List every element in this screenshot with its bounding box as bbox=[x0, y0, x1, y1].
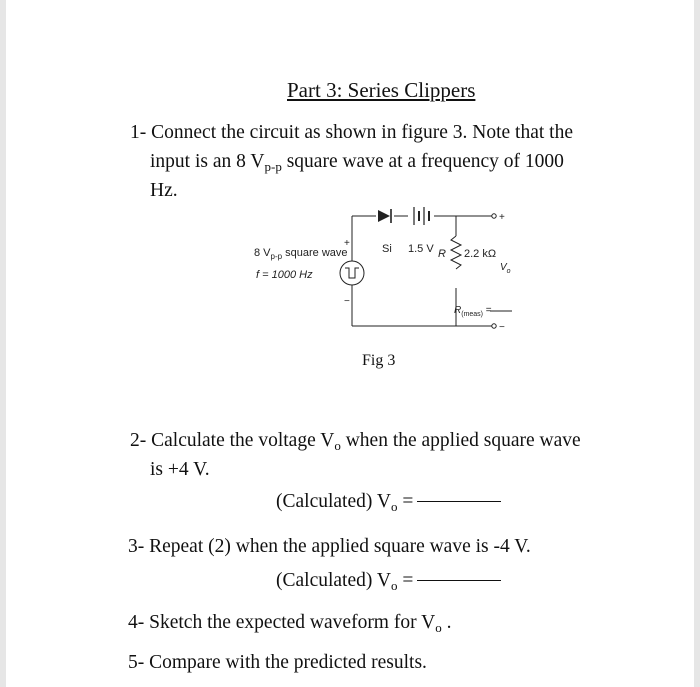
figure-caption: Fig 3 bbox=[362, 352, 396, 369]
resistor-value: 2.2 kΩ bbox=[464, 248, 497, 260]
step-2-line-1-pre: Calculate the voltage V bbox=[151, 430, 335, 451]
step-1-line-3: Hz. bbox=[150, 180, 178, 201]
step-3: 3- Repeat (2) when the applied square wave is -4 V. bbox=[128, 536, 531, 557]
step-4 bbox=[128, 608, 451, 642]
step-1-number: 1- bbox=[130, 122, 147, 143]
step-4-subscript: o bbox=[435, 620, 442, 635]
source-plus: + bbox=[344, 238, 350, 249]
calc-2-subscript: o bbox=[390, 578, 398, 593]
step-4-text: 4- Sketch the expected waveform for V bbox=[128, 612, 436, 633]
calc-1-blank bbox=[417, 501, 501, 502]
output-minus: − bbox=[499, 322, 505, 333]
vo-subscript: o bbox=[334, 438, 341, 453]
output-terminal-plus bbox=[492, 214, 496, 218]
source-label-line-2: f = 1000 Hz bbox=[256, 269, 313, 281]
resistor-symbol bbox=[451, 236, 461, 269]
battery-label: 1.5 V bbox=[408, 243, 434, 255]
calculated-vo-line-1 bbox=[276, 491, 501, 515]
circuit-figure bbox=[248, 200, 528, 350]
calc-2-blank bbox=[417, 580, 501, 581]
step-5 bbox=[128, 648, 427, 677]
page-title: Part 3: Series Clippers bbox=[287, 78, 476, 102]
output-plus: + bbox=[499, 212, 505, 223]
right-frame-edge bbox=[694, 0, 700, 687]
si-diode bbox=[376, 208, 394, 224]
step-2-number: 2- bbox=[130, 430, 147, 451]
calculated-vo-line-2 bbox=[276, 570, 501, 594]
step-1-line-1: Connect the circuit as shown in figure 3. Note that the bbox=[151, 122, 573, 143]
step-1-line-2-post: square wave at a frequency of 1000 bbox=[281, 151, 564, 172]
calc-1-equals: = bbox=[397, 491, 414, 512]
resistor-label: R bbox=[438, 248, 446, 260]
step-1 bbox=[130, 118, 573, 147]
calc-1-subscript: o bbox=[390, 499, 398, 514]
vpp-subscript: p-p bbox=[264, 159, 282, 174]
output-terminal-minus bbox=[492, 324, 496, 328]
step-5-text: Compare with the predicted results. bbox=[149, 652, 427, 673]
left-frame-edge bbox=[0, 0, 6, 687]
step-4-period: . bbox=[441, 612, 452, 633]
step-2-line-1-post: when the applied square wave bbox=[340, 430, 581, 451]
calc-2-equals: = bbox=[397, 570, 414, 591]
meter-label: $R_{(meas)}$ = bbox=[454, 305, 492, 318]
source-label-line-1: 8 $V_{p-p}$ square wave bbox=[254, 247, 348, 261]
calc-1-label: (Calculated) V bbox=[276, 491, 391, 512]
step-1-line-2-pre: input is an 8 V bbox=[150, 151, 265, 172]
step-2-line-2: is +4 V. bbox=[150, 459, 210, 480]
battery-symbol bbox=[408, 206, 434, 226]
calc-2-label: (Calculated) V bbox=[276, 570, 391, 591]
step-5-number: 5- bbox=[128, 652, 145, 673]
output-label: $V_o$ bbox=[500, 262, 511, 275]
square-wave-source-icon bbox=[340, 261, 364, 285]
source-minus: − bbox=[344, 296, 350, 307]
diode-label: Si bbox=[382, 243, 392, 255]
step-1-line-2 bbox=[150, 147, 564, 181]
